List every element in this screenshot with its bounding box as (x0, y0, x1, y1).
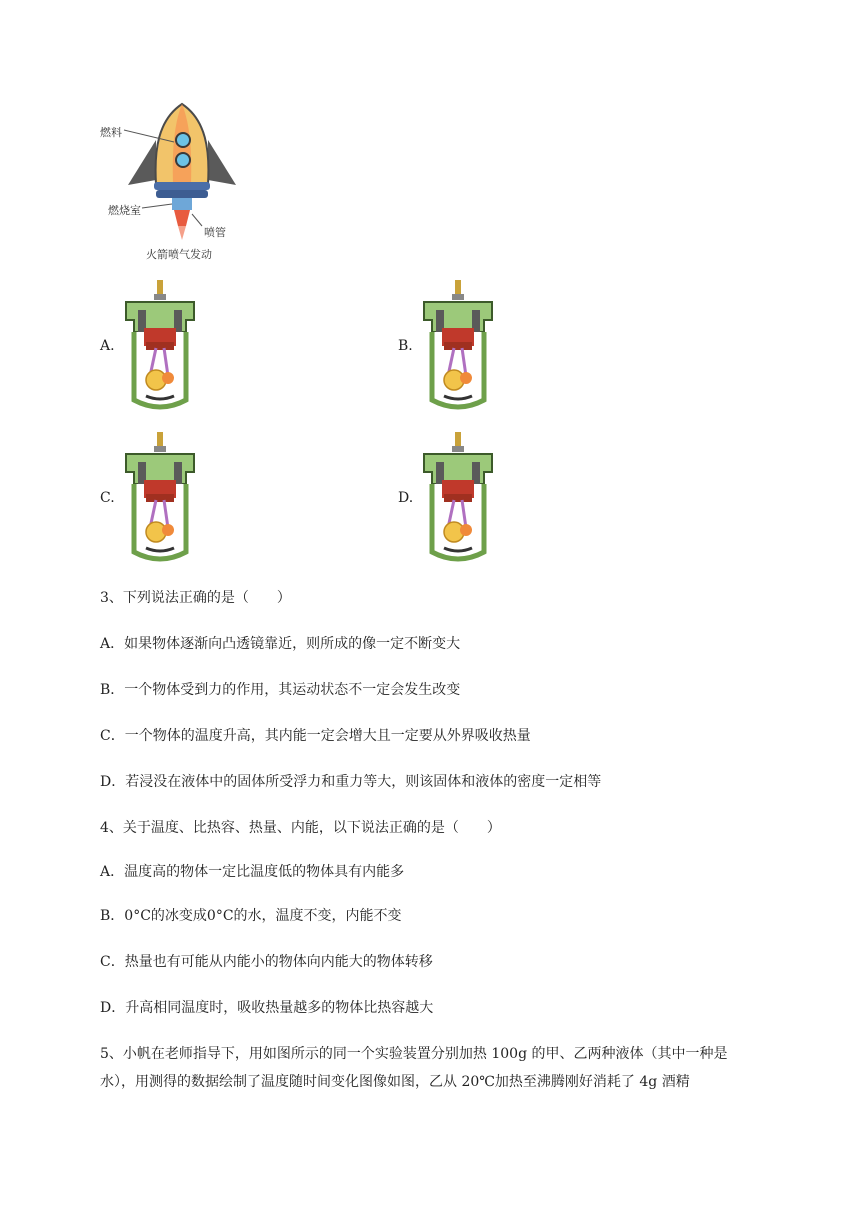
engine-option-d (398, 432, 518, 568)
engine-label-b: B. (398, 338, 413, 354)
engine-label-c: C. (100, 490, 115, 506)
question-5-stem-line2: 水），用测得的数据绘制了温度随时间变化图像如图，乙从 20℃加热至沸腾刚好消耗了 4g 酒精 (100, 1074, 690, 1090)
question-3-stem: 3、下列说法正确的是（ ） (100, 590, 291, 606)
question-3-option-a: A．如果物体逐渐向凸透镜靠近，则所成的像一定不断变大 (100, 636, 461, 652)
question-4-option-d: D．升高相同温度时，吸收热量越多的物体比热容越大 (100, 1000, 434, 1016)
engine-option-a (100, 280, 220, 416)
question-3-option-c: C．一个物体的温度升高，其内能一定会增大且一定要从外界吸收热量 (100, 728, 531, 744)
engine-option-c (100, 432, 220, 568)
question-4-option-a: A．温度高的物体一定比温度低的物体具有内能多 (100, 864, 405, 880)
engine-diagram-c (120, 432, 200, 564)
engine-label-a: A. (100, 338, 115, 354)
rocket-label-chamber: 燃烧室 (108, 204, 141, 217)
question-5-stem-line1: 5、小帆在老师指导下，用如图所示的同一个实验装置分别加热 100g 的甲、乙两种液体（其中一种是 (100, 1046, 728, 1062)
question-4-option-b: B．0°C的冰变成0°C的水，温度不变，内能不变 (100, 908, 402, 924)
engine-diagram-b (418, 280, 498, 412)
rocket-caption: 火箭喷气发动 (146, 248, 212, 261)
engine-option-b (398, 280, 518, 416)
rocket-figure (98, 100, 248, 270)
question-3-option-b: B．一个物体受到力的作用，其运动状态不一定会发生改变 (100, 682, 461, 698)
question-3-option-d: D．若浸没在液体中的固体所受浮力和重力等大，则该固体和液体的密度一定相等 (100, 774, 602, 790)
engine-diagram-d (418, 432, 498, 564)
engine-diagram-a (120, 280, 200, 412)
engine-label-d: D. (398, 490, 414, 506)
question-4-option-c: C．热量也有可能从内能小的物体向内能大的物体转移 (100, 954, 433, 970)
rocket-label-nozzle: 喷管 (204, 226, 226, 239)
question-4-stem: 4、关于温度、比热容、热量、内能，以下说法正确的是（ ） (100, 820, 501, 836)
rocket-label-fuel: 燃料 (100, 126, 122, 139)
